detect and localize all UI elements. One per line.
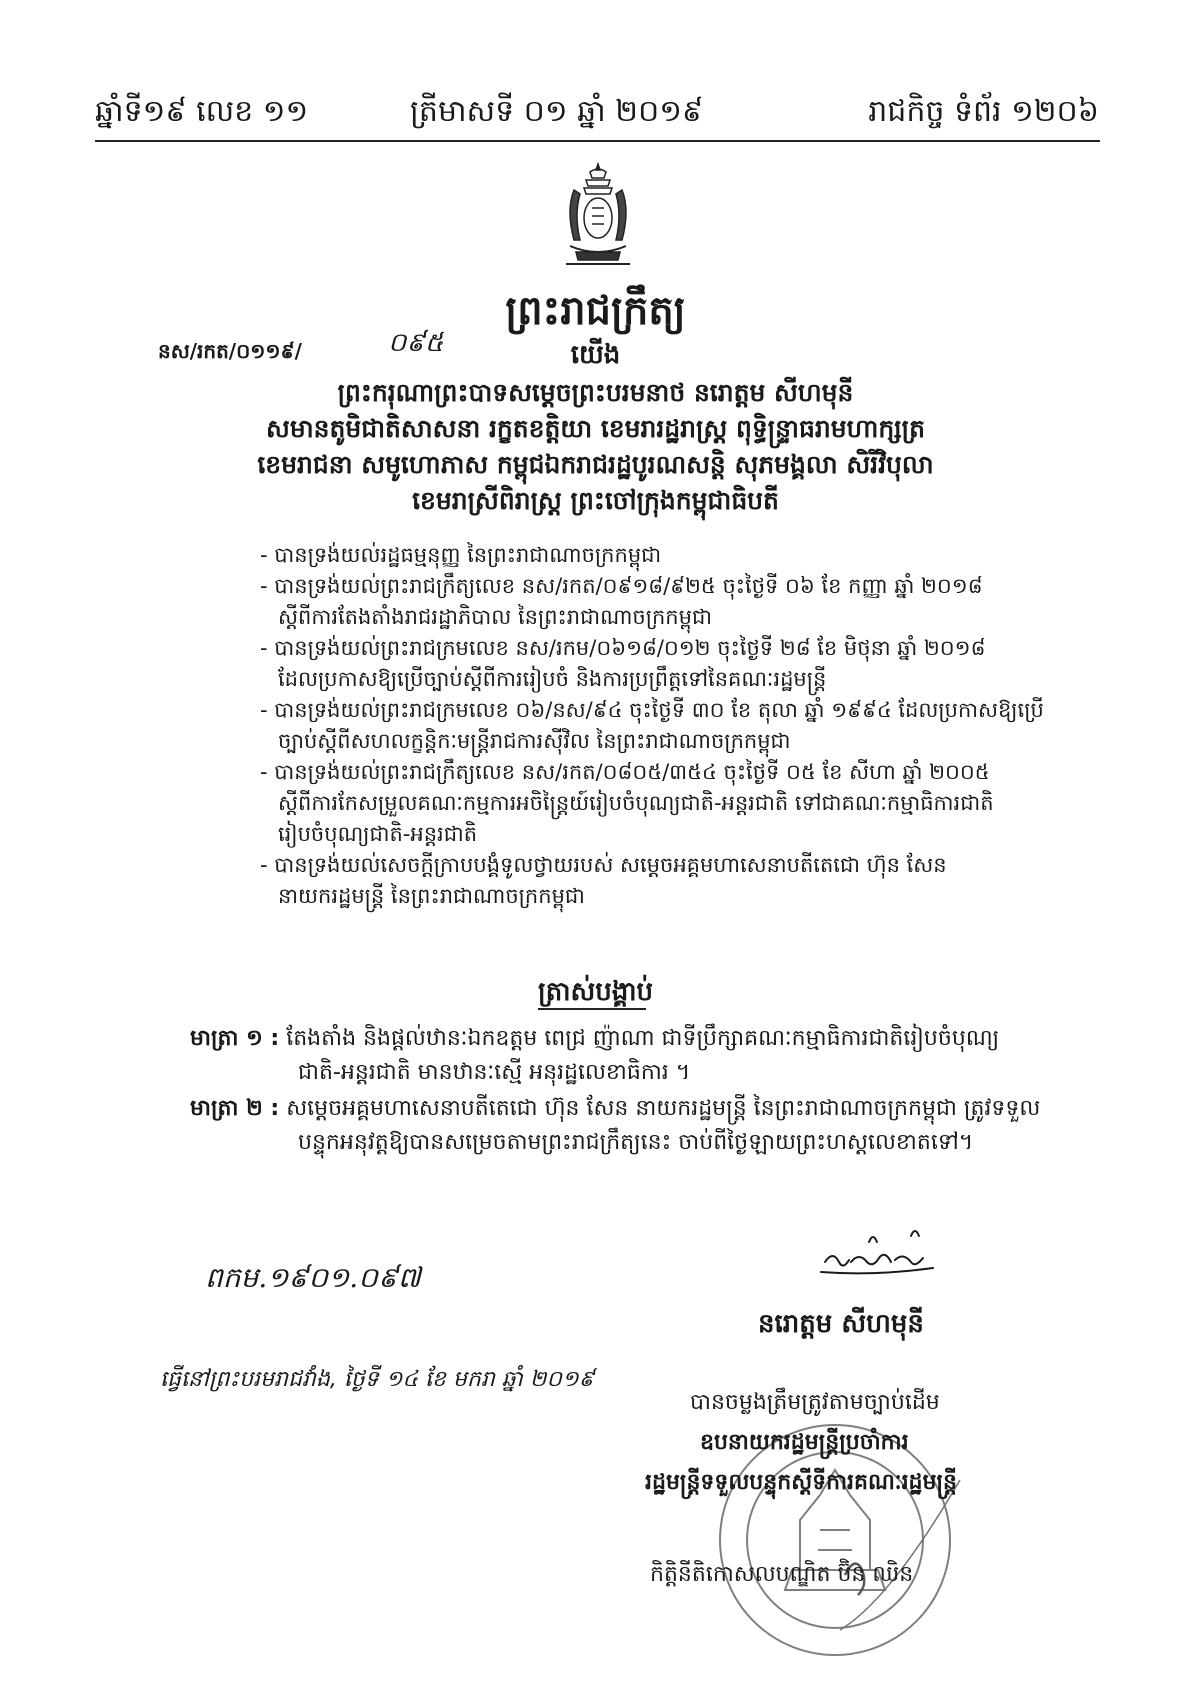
article-line: សម្តេចអគ្គមហាសេនាបតីតេជោ ហ៊ុន សែន នាយករដ្ឋមន្ត្រី នៃព្រះរាជាណាចក្រកម្ពុជា ត្រូវទទួល <box>286 1096 1041 1121</box>
article <box>190 1092 1070 1160</box>
order-heading-underline <box>538 1008 646 1010</box>
royal-emblem-icon <box>556 160 640 272</box>
decree-title: ព្រះរាជក្រឹត្យ <box>505 288 686 334</box>
signer-name: នរោត្តម សីហមុនី <box>758 1309 924 1339</box>
article-label: មាត្រា ២ : <box>190 1096 280 1121</box>
preamble-item <box>260 695 1060 757</box>
preamble-line: - បានទ្រង់យល់ព្រះរាជក្រមលេខ ០៦/នស/៩៤ ចុះថ្ងៃទី ៣០ ខែ តុលា ឆ្នាំ ១៩៩៤ ដែលប្រកាសឱ្យប្រើ <box>260 698 1044 722</box>
preamble-line: - បានទ្រង់យល់ព្រះរាជក្រឹត្យលេខ នស/រកត/០៩១៨/៩២៥ ចុះថ្ងៃទី ០៦ ខែ កញ្ញា ឆ្នាំ ២០១៨ <box>260 574 983 598</box>
countersign-line: បានចម្លងត្រឹមត្រូវតាមច្បាប់ដើម <box>690 1390 940 1415</box>
preamble-line: រៀបចំបុណ្យជាតិ-អន្តរជាតិ <box>278 822 478 846</box>
preamble-line: - បានទ្រង់យល់សេចក្តីក្រាបបង្គំទូលថ្វាយរបស់ សម្តេចអគ្គមហាសេនាបតីតេជោ ហ៊ុន សែន <box>260 853 947 877</box>
royal-title-line: សមានតូមិជាតិសាសនា រក្ខតខត្តិយា ខេមរារដ្ឋរាស្ត្រ ពុទ្ធិន្ទ្រាធរាមហាក្សត្រ <box>266 414 925 443</box>
header-rule <box>95 140 1100 142</box>
preamble-line: ស្តីពីការកែសម្រួលគណៈកម្មការអចិន្ត្រៃយ៍រៀបចំបុណ្យជាតិ-អន្តរជាតិ ទៅជាគណៈកម្មាធិការជាតិ <box>278 791 994 815</box>
preamble-item <box>260 757 1060 850</box>
royal-title-line: ខេមរាស្រីពិរាស្ត្រ ព្រះចៅក្រុងកម្ពុជាធិបតី <box>412 486 779 515</box>
decree-ref-number: នស/រកត/០១១៩/ <box>158 339 302 363</box>
gazette-year-issue: ឆ្នាំទី១៩ លេខ ១១ <box>95 94 309 129</box>
preamble-line: ស្តីពីការតែងតាំងរាជរដ្ឋាភិបាល នៃព្រះរាជាណាចក្រកម្ពុជា <box>278 605 712 629</box>
countersign-line: រដ្ឋមន្ត្រីទទួលបន្ទុកស្តីទីការគណៈរដ្ឋមន្ត្រី <box>645 1470 958 1495</box>
preamble-line: - បានទ្រង់យល់ព្រះរាជក្រឹត្យលេខ នស/រកត/០៨០៥/៣៥៤ ចុះថ្ងៃទី ០៥ ខែ សីហា ឆ្នាំ ២០០៥ <box>260 760 990 784</box>
countersign-line: កិត្តិនីតិកោសលបណ្ឌិត ប៊ិន ឈិន <box>650 1562 914 1587</box>
article-line: ជាតិ-អន្តរជាតិ មានឋានៈស្មើ អនុរដ្ឋលេខាធិការ ។ <box>298 1060 691 1085</box>
preamble-item <box>260 540 1060 571</box>
gazette-page: រាជកិច្ច ទំព័រ ១២០៦ <box>868 94 1099 129</box>
preamble-line: ច្បាប់ស្តីពីសហលក្ខន្តិកៈមន្ត្រីរាជការស៊ីវិល នៃព្រះរាជាណាចក្រកម្ពុជា <box>278 729 791 753</box>
countersign-line: ឧបនាយករដ្ឋមន្ត្រីប្រចាំការ <box>700 1430 909 1455</box>
preamble-item <box>260 850 1060 912</box>
place-and-date: ធ្វើនៅព្រះបរមរាជវាំង, ថ្ងៃទី ១៤ ខែ មករា ឆ្នាំ ២០១៩ <box>160 1367 595 1392</box>
article-line: តែងតាំង និងផ្តល់ឋានៈឯកឧត្តម ពេជ្រ ញ៉ាណា ជាទីប្រឹក្សាគណៈកម្មាធិការជាតិរៀបចំបុណ្យ <box>286 1026 1000 1051</box>
handwritten-reference-date: ពកម.១៩០១.០៩៧ <box>205 1261 421 1294</box>
preamble-item <box>260 571 1060 633</box>
decree-we: យើង <box>570 340 621 370</box>
article <box>190 1022 1070 1090</box>
royal-signature-icon <box>815 1222 945 1282</box>
decree-ref-handwritten: ០៩៥ <box>388 328 444 358</box>
preamble-line: នាយករដ្ឋមន្ត្រី នៃព្រះរាជាណាចក្រកម្ពុជា <box>278 884 585 908</box>
royal-title-line: ខេមរាជនា សមូហោភាស កម្ពុជឯករាជរដ្ឋបូរណសន្តិ សុភមង្គលា សិរីវិបុលា <box>257 450 934 479</box>
gazette-date: ត្រីមាសទី ០១ ឆ្នាំ ២០១៩ <box>410 94 704 129</box>
article-label: មាត្រា ១ : <box>190 1026 280 1051</box>
preamble-item <box>260 633 1060 695</box>
article-line: បន្ទុកអនុវត្តឱ្យបានសម្រេចតាមព្រះរាជក្រឹត្យនេះ ចាប់ពីថ្ងៃឡាយព្រះហស្តលេខាតទៅ។ <box>298 1130 974 1155</box>
preamble-list <box>260 540 1060 912</box>
royal-title-line: ព្រះករុណាព្រះបាទសម្តេចព្រះបរមនាថ នរោត្តម សីហមុនី <box>337 378 854 407</box>
preamble-line: ដែលប្រកាសឱ្យប្រើច្បាប់ស្តីពីការរៀបចំ និងការប្រព្រឹត្តទៅនៃគណៈរដ្ឋមន្ត្រី <box>278 667 827 691</box>
preamble-line: - បានទ្រង់យល់រដ្ឋធម្មនុញ្ញ នៃព្រះរាជាណាចក្រកម្ពុជា <box>260 543 662 567</box>
preamble-line: - បានទ្រង់យល់ព្រះរាជក្រមលេខ នស/រកម/០៦១៨/០១២ ចុះថ្ងៃទី ២៨ ខែ មិថុនា ឆ្នាំ ២០១៨ <box>260 636 986 660</box>
order-heading: ត្រាស់បង្គាប់ <box>537 977 654 1007</box>
